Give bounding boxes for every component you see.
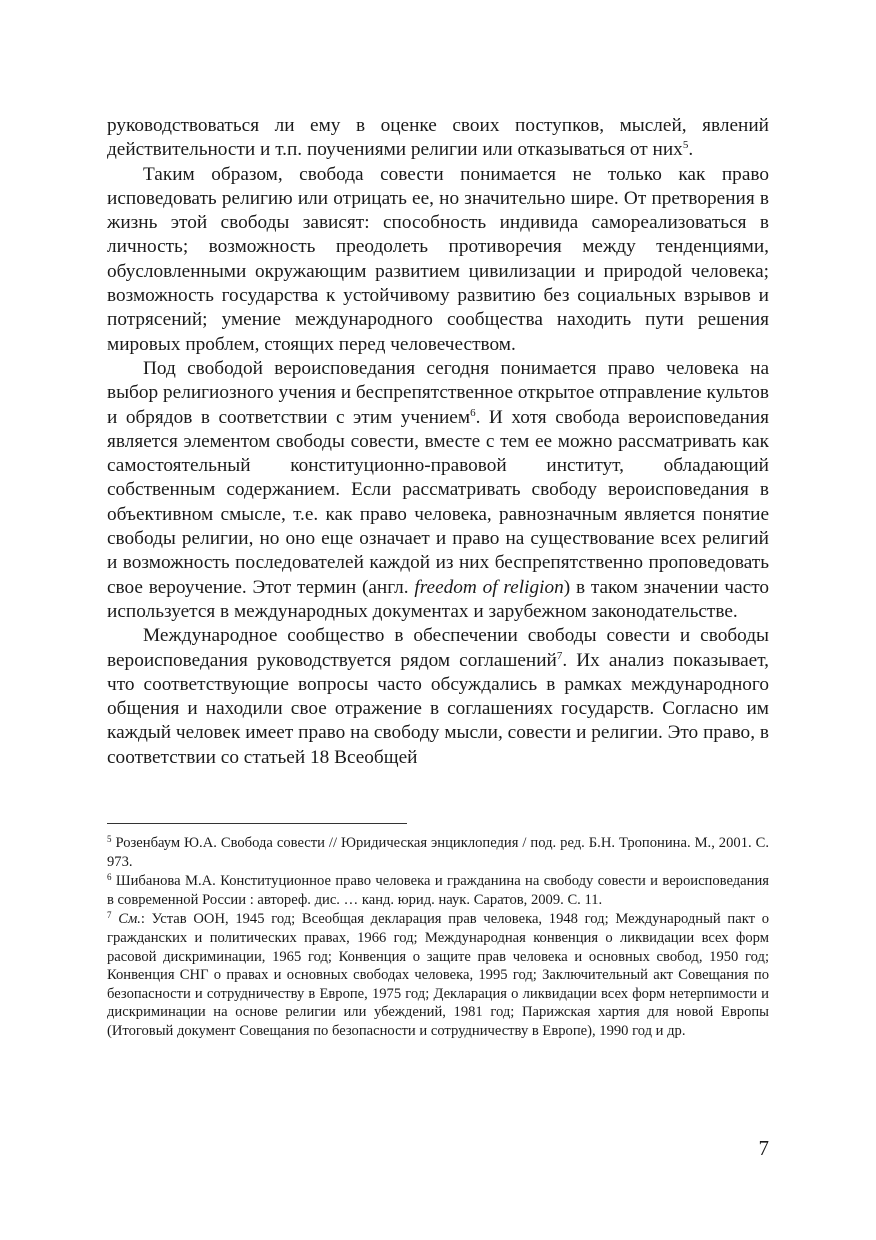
paragraph-3-part-b: . И хотя свобода вероисповедания является элементом свободы совести, вместе с тем ее можно рассматривать как самостоятельный конституционно-правовой институт, обладающий собственным содержанием. Если рассматривать свободу вероисповедания в объективном смысле, т.е. как право человека, равнозначным является понятие свободы религии, но оно еще означает и право на существование всех религий и возможность последователей каждой из них беспрепятственно проповедовать свое вероучение. Этот термин (англ. xyxy=(107,406,769,598)
footnote-text: Розенбаум Ю.А. Свобода совести // Юридическая энциклопедия / под. ред. Б.Н. Тропонина. М., 2001. С. 973. xyxy=(107,835,769,870)
footnote-6 xyxy=(107,872,769,909)
footnote-number: 7 xyxy=(107,910,112,921)
footnote-lead: См. xyxy=(118,911,141,928)
footnote-7 xyxy=(107,910,769,1040)
paragraph-1 xyxy=(107,114,769,163)
main-text xyxy=(107,114,769,770)
paragraph-4-part-b: . Их анализ показывает, что соответствующие вопросы часто обсуждались в рамках международного общения и находили свое отражение в соглашениях государств. Согласно им каждый человек имеет право на свободу мысли, совести и религии. Это право, в соответствии со статьей 18 Всеобщей xyxy=(107,649,770,768)
footnote-text: : Устав ООН, 1945 год; Всеобщая декларация прав человека, 1948 год; Международный пакт о гражданских и политических правах, 1966 год; Международная конвенция о ликвидации всех форм расовой дискриминации, 1965 год; Конвенция о защите прав человека и основных свобод, 1950 год; Конвенция СНГ о правах и основных свободах человека, 1995 год; Заключительный акт Совещания по безопасности и сотрудничеству в Европе, 1975 год; Декларация о ликвидации всех форм нетерпимости и дискриминации на основе религии или убеждений, 1981 год; Парижская хартия для новой Европы (Итоговый документ Совещания по безопасности и сотрудничеству в Европе), 1990 год и др. xyxy=(107,911,769,1039)
paragraph-4-part-a: Международное сообщество в обеспечении свободы совести и свободы вероисповедания руководствуется рядом соглашений xyxy=(107,625,769,671)
page-number: 7 xyxy=(758,1136,769,1160)
footnote-separator xyxy=(107,823,407,824)
footnote-ref-5[interactable]: 5 xyxy=(682,139,689,152)
footnote-5 xyxy=(107,834,769,871)
paragraph-4 xyxy=(107,624,769,770)
footnotes xyxy=(107,834,769,1042)
paragraph-2: Таким образом, свобода совести понимается не только как право исповедовать религию или отрицать ее, но значительно шире. От претворения в жизнь этой свободы зависят: способность индивида самореализоваться в личность; возможность преодолеть противоречия между тенденциями, обусловленными окружающим развитием цивилизации и природой человека; возможность государства к устойчивому развитию без социальных взрывов и потрясений; умение международного сообщества находить пути решения мировых проблем, стоящих перед человечеством. xyxy=(107,163,769,355)
footnote-ref-7[interactable]: 7 xyxy=(556,649,563,662)
paragraph-1-text: руководствоваться ли ему в оценке своих поступков, мыслей, явлений действительности и т.п. поучениями религии или отказываться от них xyxy=(107,115,769,161)
footnote-number: 6 xyxy=(107,872,112,883)
paragraph-3-part-a: Под свободой вероисповедания сегодня понимается право человека на выбор религиозного учения и беспрепятственное открытое отправление культов и обрядов в соответствии с этим учением xyxy=(107,357,769,428)
paragraph-3-part-c: ) в таком значении часто используется в международных документах и зарубежном законодательстве. xyxy=(107,576,770,622)
footnote-text: Шибанова М.А. Конституционное право человека и гражданина на свободу совести и вероисповедания в современной России : автореф. дис. … канд. юрид. наук. Саратов, 2009. С. 11. xyxy=(107,873,769,908)
english-term: freedom of religion xyxy=(414,576,564,598)
footnote-number: 5 xyxy=(107,834,112,844)
paragraph-3 xyxy=(107,357,769,624)
paragraph-1-tail: . xyxy=(688,139,694,161)
footnote-ref-6[interactable]: 6 xyxy=(470,406,476,419)
